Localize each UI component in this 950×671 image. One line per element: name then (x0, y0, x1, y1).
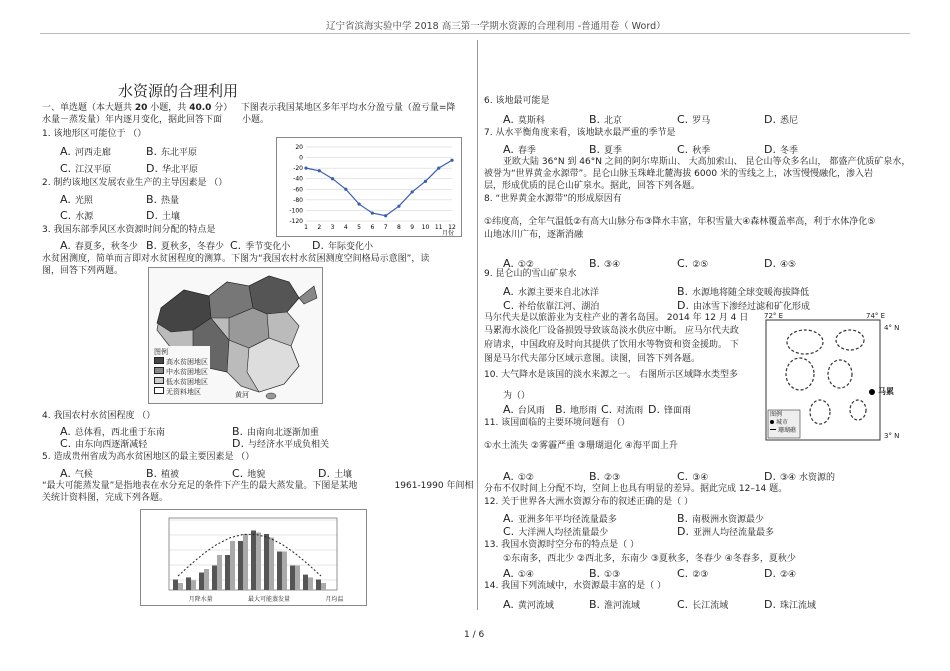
q14-option-d[interactable]: D. 珠江流域 (764, 598, 816, 611)
passage-maldives: 马尔代夫是以旅游业为支柱产业的著名岛国。 2014 年 12 月 4 日 (484, 313, 749, 323)
x-tick-label: 1 (304, 224, 308, 231)
q8-statements-2: 山地冰川广布，逐渐消融 (484, 230, 584, 240)
q10-option-a[interactable]: A. 台风雨 (503, 403, 545, 416)
q1-option-a[interactable]: A. 河西走廊 (60, 145, 111, 158)
question-10: 10. 大气降水是该国的淡水来源之一。 右图所示区域降水类型多 (484, 370, 739, 380)
question-7: 7. 从水平衡角度来看，该地缺水最严重的季节是 (484, 128, 676, 138)
data-point (357, 202, 360, 205)
question-10-cont: 为（） (503, 391, 531, 401)
q14-option-b[interactable]: B. 淮河流域 (589, 598, 641, 611)
maldives-lat-top: 4° N (884, 324, 900, 332)
q11-statements: ①水土流失 ②雾霾严重 ③珊瑚退化 ④海平面上升 (484, 441, 678, 451)
passage-maldives-3: 府请求，中国政府及时向其提供了饮用水等物资和资金援助。 下 (484, 340, 739, 350)
maldives-capital-label: 马累 (878, 387, 894, 396)
evap-bar (269, 538, 274, 591)
maldives-lon-left: 72° E (764, 312, 784, 320)
data-point (450, 159, 453, 162)
q10-option-d[interactable]: D. 锋面雨 (648, 403, 691, 416)
precip-bar (212, 566, 217, 591)
maldives-map (760, 312, 900, 444)
map-legend-item-none: 无资料地区 (154, 387, 208, 397)
q1-option-d[interactable]: D. 华北平原 (146, 162, 198, 175)
question-2: 2. 制约该地区发展农业生产的主导因素是 （） (42, 178, 228, 188)
climate-chart-legend (171, 594, 361, 603)
data-point (397, 205, 400, 208)
q9-option-a[interactable]: A. 水源主要来自北冰洋 (503, 285, 599, 298)
precip-bar (238, 541, 243, 590)
data-point (384, 214, 387, 217)
passage-maldives-2: 马累海水淡化厂设备损毁导致该岛淡水供应中断。 应马尔代夫政 (484, 326, 739, 336)
precip-bar (264, 534, 269, 590)
maldives-lat-bottom: 3° N (884, 432, 900, 440)
maldives-legend-reef: 珊瑚礁 (770, 427, 796, 435)
q2-option-d[interactable]: D. 土壤 (146, 209, 180, 222)
q9-option-d[interactable]: D. 由冰雪下渗经过滤和矿化形成 (677, 299, 810, 312)
passage-evaporation: “最大可能蒸发量”是指地表在水分充足的条件下产生的最大蒸发量。下图是某地 1961-1990 年间相 (42, 481, 474, 491)
x-tick-label: 10 (421, 224, 430, 231)
y-tick-label: -40 (293, 175, 303, 183)
data-point (424, 180, 427, 183)
q5-option-b[interactable]: B. 植被 (146, 467, 180, 480)
q7-option-b[interactable]: B. 夏季 (589, 143, 623, 156)
x-tick-label: 2 (317, 224, 322, 231)
x-tick-label: 11 (434, 224, 443, 231)
precip-bar (277, 552, 282, 591)
y-tick-label: -80 (293, 196, 303, 204)
q12-option-c[interactable]: C. 大洋洲人均径流量最少 (503, 525, 609, 538)
q5-option-c[interactable]: C. 地貌 (232, 467, 266, 480)
q3-option-b[interactable]: B. 夏秋多，冬春少 (146, 239, 225, 252)
climate-chart-plot (141, 510, 366, 605)
q12-option-a[interactable]: A. 亚洲多年平均径流量最多 (503, 512, 617, 525)
header-rule (40, 33, 910, 34)
passage-evaporation-2: 关统计资料图，完成下列各题。 (42, 493, 169, 503)
data-point (318, 169, 321, 172)
evap-bar (230, 541, 235, 590)
q6-option-a[interactable]: A. 莫斯科 (503, 113, 545, 126)
y-tick-label: -120 (289, 218, 303, 225)
maldives-legend-city: 城市 (770, 419, 796, 427)
x-tick-label: 12 (448, 224, 456, 231)
page-header: 辽宁省滨海实验中学 2018 高三第一学期水资源的合理利用 -普通用卷（ Word） (326, 21, 666, 32)
p7-lead: 水资源的 (798, 473, 835, 483)
evap-bar (256, 533, 261, 590)
passage-golden-water: 亚欧大陆 36°N 到 46°N 之间的阿尔卑斯山、 大高加索山、 昆仑山等众多名山， 都盛产优质矿泉水， (503, 157, 911, 167)
q7-option-d[interactable]: D. 冬季 (764, 143, 798, 156)
y-tick-label: -60 (293, 186, 303, 194)
y-tick-label: -20 (293, 165, 303, 173)
map-legend (152, 346, 210, 398)
y-tick-label: -100 (289, 207, 303, 215)
q5-option-d[interactable]: D. 土壤 (318, 467, 352, 480)
q1-option-b[interactable]: B. 东北平原 (146, 145, 198, 158)
x-axis-label: 月份 (441, 230, 454, 237)
q2-option-a[interactable]: A. 光照 (60, 193, 93, 206)
q11-option-b[interactable]: B. ②③ (589, 470, 621, 483)
q13-option-d[interactable]: D. ②④ (764, 567, 797, 580)
q11-option-d[interactable]: D. ③④ 水资源的 (764, 470, 835, 483)
page-footer: 1 / 6 (464, 630, 485, 640)
data-point (331, 177, 334, 180)
evap-bar (217, 555, 222, 590)
q7-option-c[interactable]: C. 秋季 (677, 143, 711, 156)
passage-golden-water-3: 层，形成优质的昆仑山矿泉水。据此，回答下列各题。 (484, 181, 701, 191)
q13-option-c[interactable]: C. ②③ (677, 567, 709, 580)
y-tick-label: 20 (295, 144, 303, 151)
data-point (304, 167, 307, 170)
precip-bar (199, 573, 204, 591)
q11-option-c[interactable]: C. ③④ (677, 470, 709, 483)
map-legend-title: 图例 (154, 348, 168, 356)
legend-temperature: 月均温 (325, 596, 344, 603)
question-11: 11. 该国面临的主要环境问题有 （） (484, 418, 631, 428)
q5-option-a[interactable]: A. 气候 (60, 467, 93, 480)
q6-option-c[interactable]: C. 罗马 (677, 113, 711, 126)
q3-option-d[interactable]: D. 年际变化小 (312, 239, 373, 252)
chart-frame (277, 138, 462, 237)
q6-option-b[interactable]: B. 北京 (589, 113, 623, 126)
legend-precipitation: 月降水量 (188, 596, 213, 603)
q4-option-c[interactable]: C. 由东向西逐渐减轻 (60, 437, 148, 450)
question-4: 4. 我国农村水贫困程度 （） (42, 411, 156, 421)
maldives-legend-title: 图例 (770, 411, 783, 418)
precip-bar (186, 577, 191, 590)
q13-statements: ①东南多，西北少 ②西北多，东南少 ③夏秋多，冬春少 ④冬春多，夏秋少 (503, 554, 796, 564)
page-title: 水资源的合理利用 (118, 82, 239, 100)
q14-option-a[interactable]: A. 黄河流域 (503, 598, 554, 611)
passage-water-poverty-2: 图，回答下列两题。 (42, 266, 124, 276)
question-3: 3. 我国东部季风区水资源时间分配的特点是 (42, 225, 216, 235)
q11-option-a[interactable]: A. ①② (503, 470, 534, 483)
q1-option-c[interactable]: C. 江汉平原 (60, 162, 112, 175)
passage-water-poverty: 水贫困测度，简单而言即对水贫困程度的测算。下图为“我国农村水贫困测度空间格局示意图”，读 (42, 254, 430, 264)
evap-bar (178, 583, 183, 590)
q4-option-d[interactable]: D. 与经济水平成负相关 (232, 437, 329, 450)
question-14: 14. 我国下列流域中，水资源最丰富的是（ ） (484, 581, 667, 591)
q7-option-a[interactable]: A. 春季 (503, 143, 536, 156)
evap-bar (321, 583, 326, 590)
passage-golden-water-2: 被誉为“世界黄金水源带”。昆仑山脉玉珠峰北麓海拔 6000 米的雪线之上，冰雪慢慢融化，渗入岩 (484, 169, 873, 179)
q4-option-b[interactable]: B. 由南向北逐渐加重 (232, 425, 320, 438)
q3-option-a[interactable]: A. 春夏多，秋冬少 (60, 239, 138, 252)
q10-option-c[interactable]: C. 对流雨 (601, 403, 644, 416)
q8-option-a[interactable]: A. ①② (503, 257, 534, 270)
question-9: 9. 昆仑山的雪山矿泉水 (484, 269, 577, 279)
section-intro-2: 水量－蒸发量）年内逐月变化，据此回答下面 小题。 (42, 115, 270, 125)
q2-option-b[interactable]: B. 热量 (146, 193, 180, 206)
evap-bar (204, 569, 209, 590)
y-tick-label: 0 (299, 154, 303, 162)
map-legend-item-high: 高水贫困地区 (154, 357, 208, 367)
section-intro: 一、单选题（本大题共 20 小题，共 40.0 分） 下图表示我国某地区多年平均水分盈亏量（盈亏量=降 (42, 103, 456, 113)
q8-option-d[interactable]: D. ④⑤ (764, 257, 797, 270)
q14-option-c[interactable]: C. 长江流域 (677, 598, 729, 611)
passage-distribution: 分布不仅时间上分配不均，空间上也具有明显的差异。据此完成 12–14 题。 (484, 484, 788, 494)
passage-maldives-4: 图是马尔代夫部分区域示意图。读图，回答下列各题。 (484, 354, 701, 364)
q8-option-c[interactable]: C. ②⑤ (677, 257, 709, 270)
q8-statements: ①纬度高，全年气温低②有高大山脉分布③降水丰富，年积雪量大④森林覆盖率高，利于水体净化⑤ (484, 217, 876, 227)
question-13: 13. 我国水资源时空分布的特点是（ ） (484, 540, 640, 550)
q9-option-c[interactable]: C. 补给依靠江河、湖泊 (503, 299, 600, 312)
data-point (437, 167, 440, 170)
precip-bar (316, 580, 321, 591)
q8-option-b[interactable]: B. ③④ (589, 257, 621, 270)
x-tick-label: 8 (396, 224, 401, 231)
evap-bar (282, 552, 287, 591)
climate-chart (140, 509, 367, 606)
precip-bar (290, 566, 295, 591)
question-8: 8. “世界黄金水源带”的形成原因有 (484, 194, 622, 204)
evap-bar (295, 566, 300, 591)
map-legend-item-mid: 中水贫困地区 (154, 367, 208, 377)
data-point (371, 211, 374, 214)
legend-evaporation: 最大可能蒸发量 (247, 596, 290, 603)
q6-option-d[interactable]: D. 悉尼 (764, 113, 798, 126)
question-5: 5. 造成贵州省成为高水贫困地区的最主要因素是 （） (42, 452, 255, 462)
x-tick-label: 5 (357, 224, 362, 231)
precip-bar (225, 555, 230, 590)
q12-option-d[interactable]: D. 亚洲人均径流量最多 (677, 525, 774, 538)
data-point (411, 190, 414, 193)
q12-option-b[interactable]: B. 南极洲水资源最少 (677, 512, 765, 525)
maldives-legend (770, 411, 796, 435)
map-place-label: 黄河 (235, 391, 249, 399)
question-6: 6. 该地最可能是 (484, 96, 550, 106)
q10-option-b[interactable]: B. 地形雨 (555, 403, 598, 416)
x-tick-label: 3 (330, 224, 335, 231)
question-1: 1. 该地形区可能位于 （） (42, 129, 147, 139)
maldives-lon-right: 74° E (866, 312, 886, 320)
precip-bar (173, 580, 178, 591)
x-tick-label: 4 (343, 224, 348, 231)
precip-bar (251, 531, 256, 591)
evap-bar (308, 577, 313, 590)
data-point (344, 188, 347, 191)
q2-option-c[interactable]: C. 水源 (60, 209, 94, 222)
q13-option-b[interactable]: B. ①③ (589, 567, 621, 580)
map-legend-item-low: 低水贫困地区 (154, 377, 208, 387)
evap-bar (191, 580, 196, 590)
x-tick-label: 9 (410, 224, 415, 231)
evap-bar (243, 534, 248, 590)
x-tick-label: 6 (370, 224, 375, 231)
x-tick-label: 7 (383, 224, 388, 231)
q13-option-a[interactable]: A. ①④ (503, 567, 534, 580)
q3-option-c[interactable]: C. 季节变化小 (230, 239, 291, 252)
q9-option-b[interactable]: B. 水源地将随全球变暖海拔降低 (677, 285, 810, 298)
column-divider (477, 40, 478, 610)
question-12: 12. 关于世界各大洲水资源分布的叙述正确的是（ ） (484, 497, 694, 507)
q4-option-a[interactable]: A. 总体看，西北重于东南 (60, 425, 165, 438)
water-balance-chart (276, 137, 462, 237)
china-water-poverty-map (148, 267, 323, 404)
precip-bar (303, 575, 308, 590)
